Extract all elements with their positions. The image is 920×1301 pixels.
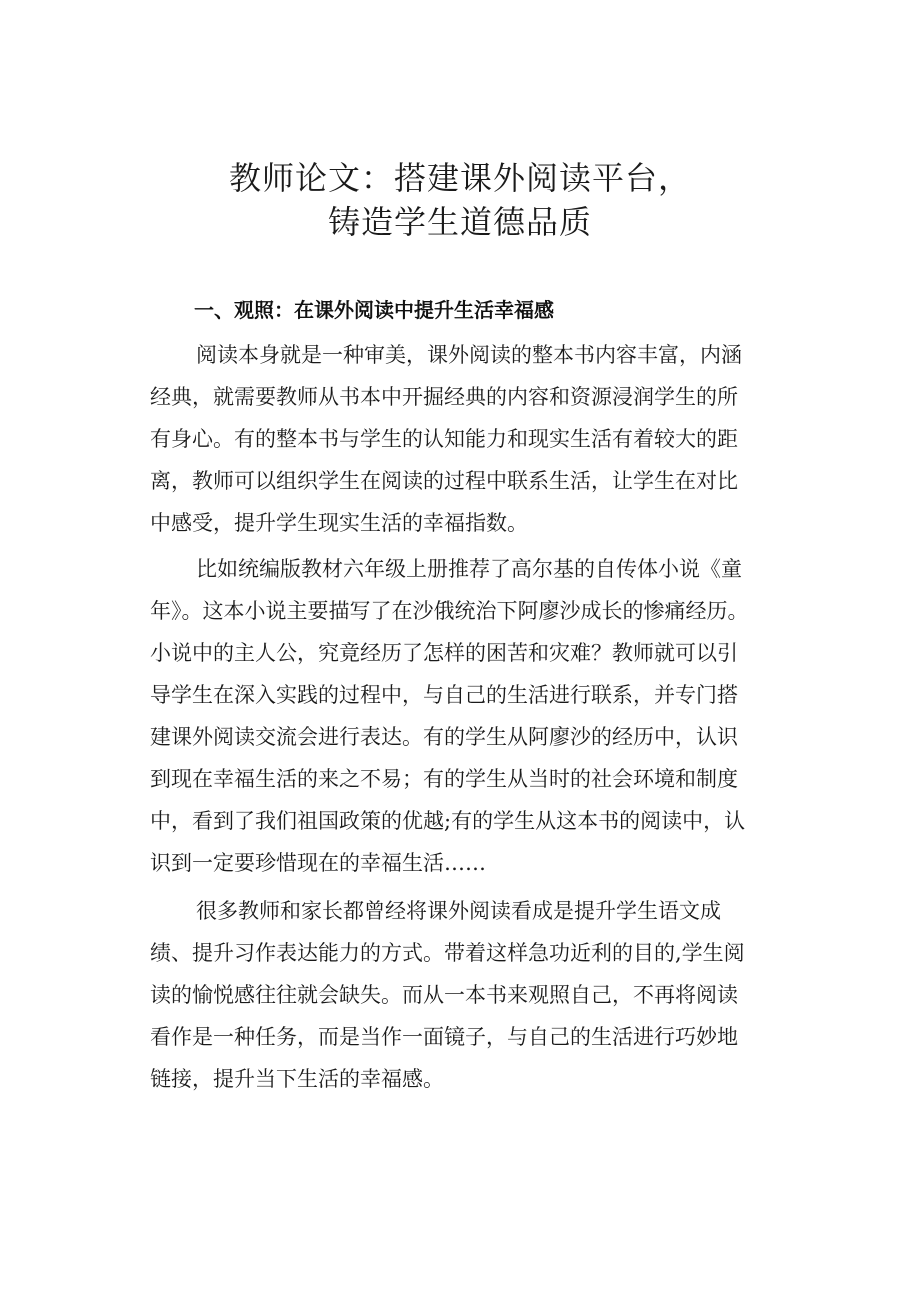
paragraph-line: 比如统编版教材六年级上册推荐了高尔基的自传体小说《童 <box>196 557 742 581</box>
paragraph-line: 经典，就需要教师从书本中开掘经典的内容和资源浸润学生的所 <box>150 385 738 409</box>
section-heading: 一、观照：在课外阅读中提升生活幸福感 <box>194 298 554 322</box>
paragraph-line: 链接，提升当下生活的幸福感。 <box>150 1067 444 1091</box>
document-title-line-1: 教师论文：搭建课外阅读平台， <box>228 159 691 197</box>
paragraph-line: 阅读本身就是一种审美，课外阅读的整本书内容丰富，内涵 <box>196 343 742 367</box>
paragraph-line: 到现在幸福生活的来之不易；有的学生从当时的社会环境和制度 <box>150 767 738 791</box>
document-title-line-2: 铸造学生道德品质 <box>327 203 592 241</box>
paragraph-line: 很多教师和家长都曾经将课外阅读看成是提升学生语文成 <box>196 899 721 923</box>
paragraph-line: 绩、提升习作表达能力的方式。带着这样急功近利的目的,学生阅 <box>150 941 745 965</box>
paragraph-line: 建课外阅读交流会进行表达。有的学生从阿廖沙的经历中，认识 <box>150 725 738 749</box>
paragraph-line: 中，看到了我们祖国政策的优越;有的学生从这本书的阅读中，认 <box>150 809 746 833</box>
paragraph-line: 识到一定要珍惜现在的幸福生活…… <box>150 851 486 875</box>
paragraph-line: 小说中的主人公，究竟经历了怎样的困苦和灾难？教师就可以引 <box>150 641 738 665</box>
paragraph-line: 导学生在深入实践的过程中，与自己的生活进行联系，并专门搭 <box>150 683 738 707</box>
paragraph-line: 看作是一种任务，而是当作一面镜子，与自己的生活进行巧妙地 <box>150 1025 738 1049</box>
paragraph-line: 年》。这本小说主要描写了在沙俄统治下阿廖沙成长的惨痛经历。 <box>150 599 749 623</box>
paragraph-line: 有身心。有的整本书与学生的认知能力和现实生活有着较大的距 <box>150 427 738 451</box>
paragraph-line: 中感受，提升学生现实生活的幸福指数。 <box>150 511 528 535</box>
paragraph-line: 离，教师可以组织学生在阅读的过程中联系生活，让学生在对比 <box>150 469 738 493</box>
paragraph-line: 读的愉悦感往往就会缺失。而从一本书来观照自己，不再将阅读 <box>150 983 738 1007</box>
